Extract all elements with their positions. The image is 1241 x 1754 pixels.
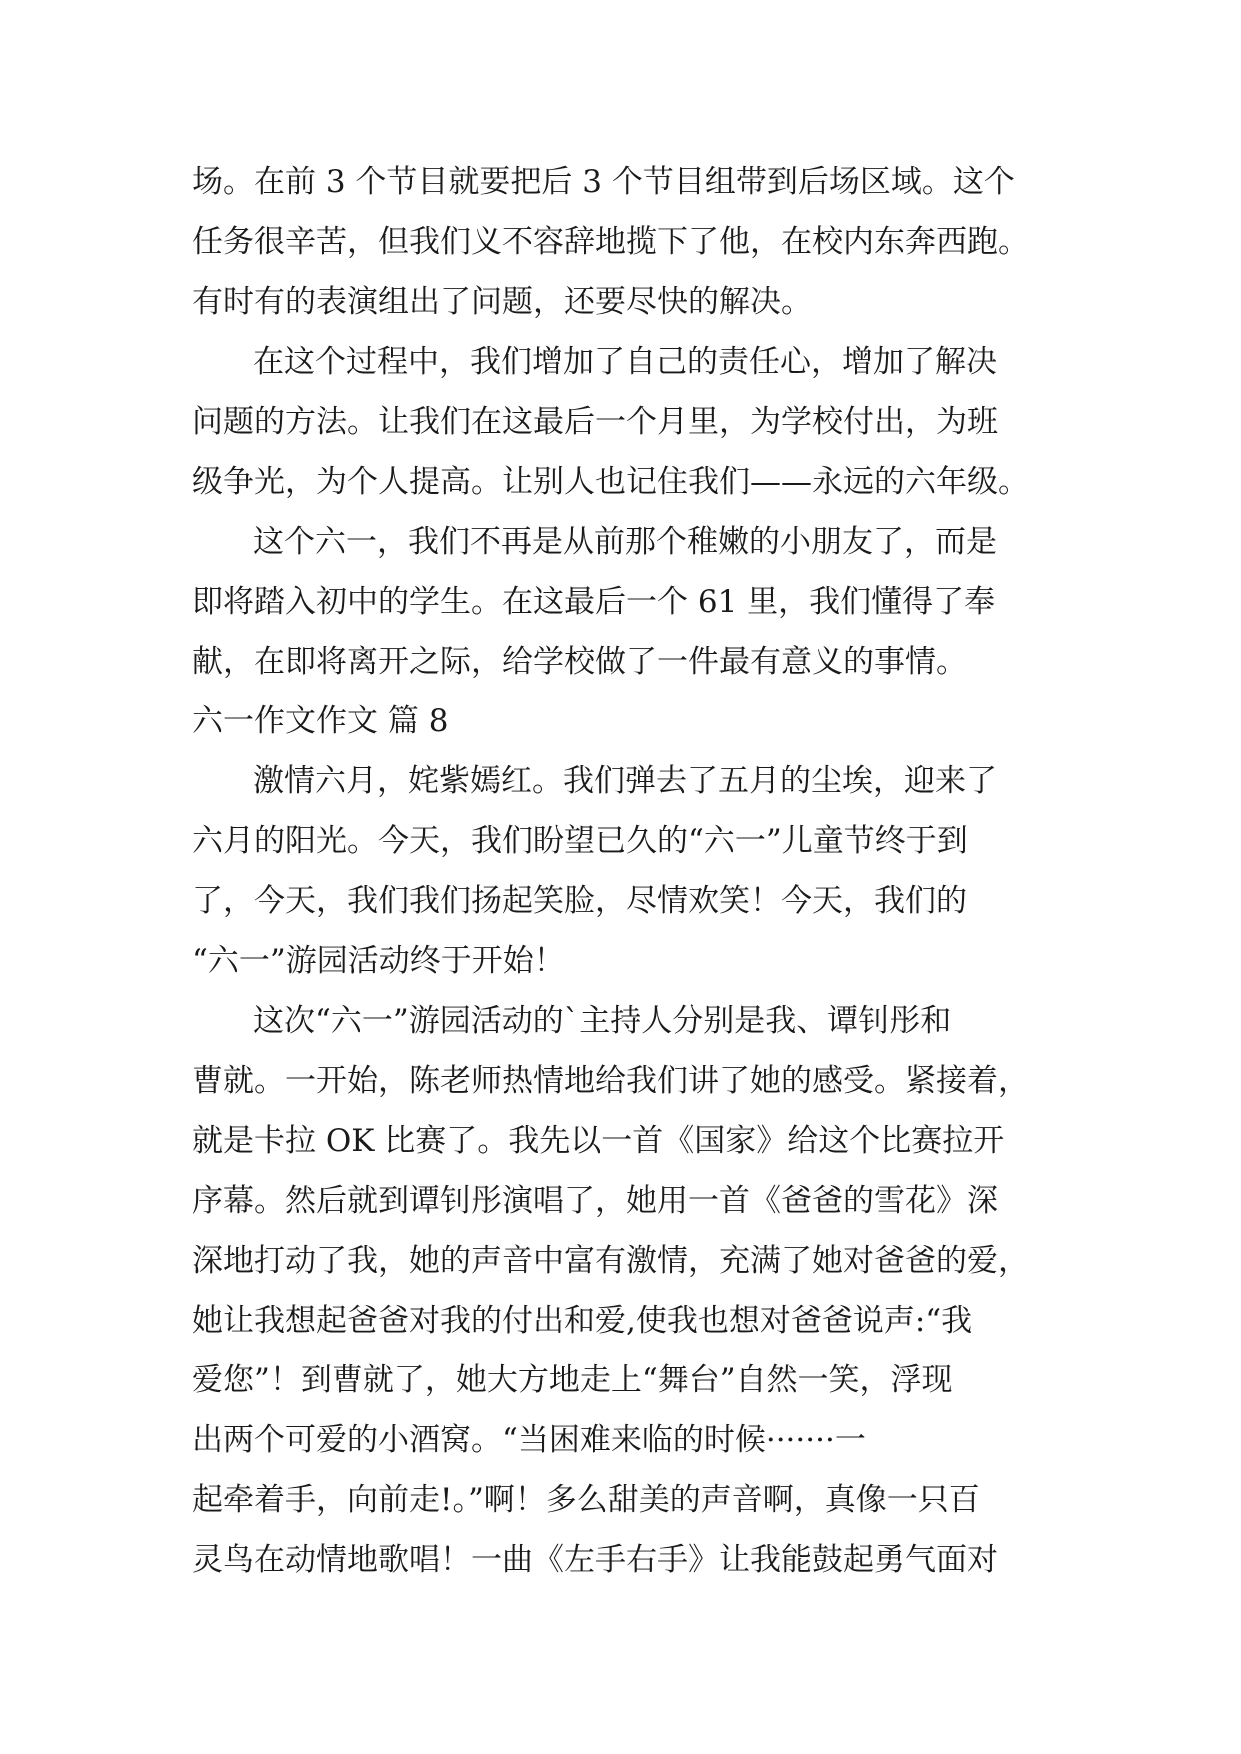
text-line: 激情六月，姹紫嫣红。我们弹去了五月的尘埃，迎来了 <box>253 763 997 799</box>
section-heading: 六一作文作文 篇 8 <box>192 703 449 739</box>
text-line: 爱您”！到曹就了，她大方地走上“舞台”自然一笑，浮现 <box>192 1362 953 1398</box>
text-line: 了，今天，我们我们扬起笑脸，尽情欢笑！今天，我们的 <box>192 883 967 919</box>
text-line: 起牵着手，向前走!。”啊！多么甜美的声音啊，真像一只百 <box>192 1482 980 1518</box>
text-line: 序幕。然后就到谭钊彤演唱了，她用一首《爸爸的雪花》深 <box>192 1183 998 1219</box>
text-line: 在这个过程中，我们增加了自己的责任心，增加了解决 <box>253 344 997 380</box>
text-line: 曹就。一开始，陈老师热情地给我们讲了她的感受。紧接着， <box>192 1063 1029 1099</box>
text-line: 有时有的表演组出了问题，还要尽快的解决。 <box>192 284 812 320</box>
text-line: 就是卡拉 OK 比赛了。我先以一首《国家》给这个比赛拉开 <box>192 1123 1005 1159</box>
text-line: 出两个可爱的小酒窝。“当困难来临的时候·······一 <box>192 1422 866 1458</box>
text-line: 献，在即将离开之际，给学校做了一件最有意义的事情。 <box>192 644 967 680</box>
text-line: 这个六一，我们不再是从前那个稚嫩的小朋友了，而是 <box>253 524 997 560</box>
text-line: 场。在前 3 个节目就要把后 3 个节目组带到后场区域。这个 <box>192 164 1015 200</box>
text-line: 深地打动了我，她的声音中富有激情，充满了她对爸爸的爱， <box>192 1243 1029 1279</box>
text-line: 级争光，为个人提高。让别人也记住我们——永远的六年级。 <box>192 464 1029 500</box>
text-line: 任务很辛苦，但我们义不容辞地揽下了他，在校内东奔西跑。 <box>192 224 1029 260</box>
text-line: 这次“六一”游园活动的`主持人分别是我、谭钊彤和 <box>253 1003 952 1039</box>
text-line: 她让我想起爸爸对我的付出和爱,使我也想对爸爸说声:“我 <box>192 1303 973 1339</box>
text-line: 六月的阳光。今天，我们盼望已久的“六一”儿童节终于到 <box>192 823 968 859</box>
text-line: “六一”游园活动终于开始！ <box>192 943 565 979</box>
text-line: 问题的方法。让我们在这最后一个月里，为学校付出，为班 <box>192 404 998 440</box>
text-line: 即将踏入初中的学生。在这最后一个 61 里，我们懂得了奉 <box>192 584 996 620</box>
text-line: 灵鸟在动情地歌唱！一曲《左手右手》让我能鼓起勇气面对 <box>192 1542 998 1578</box>
